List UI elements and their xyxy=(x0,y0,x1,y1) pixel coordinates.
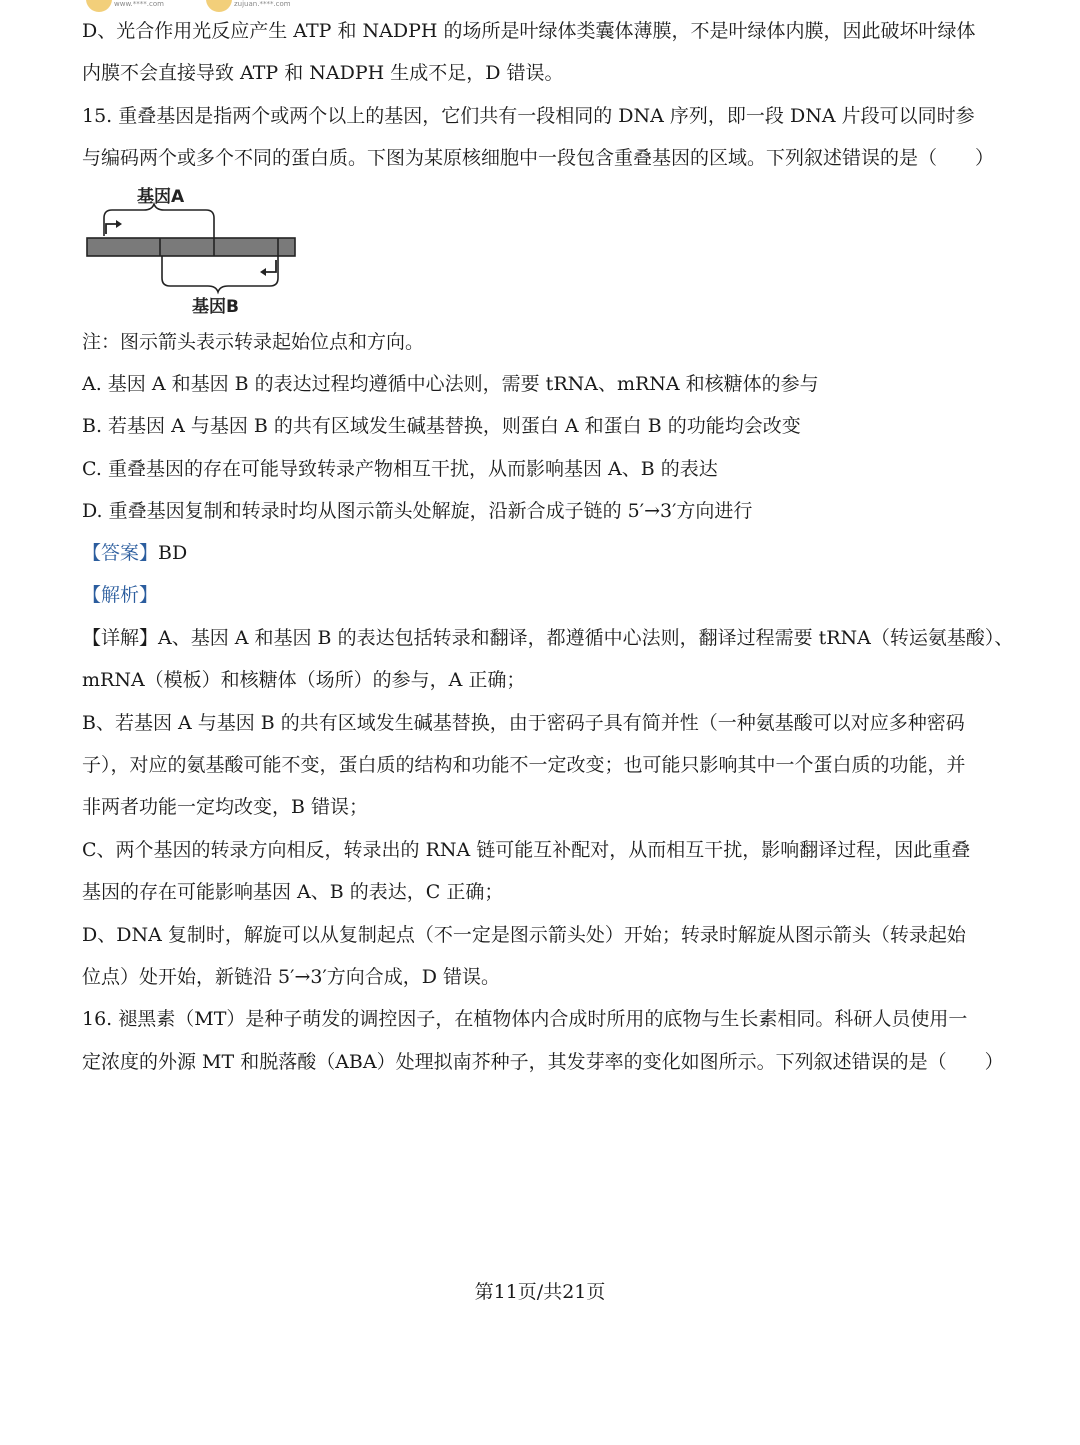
gene-a-label: 基因A xyxy=(137,187,185,207)
q15-detail-line-5: 非两者功能一定均改变，B 错误； xyxy=(82,796,369,818)
gene-a-bracket xyxy=(104,204,214,238)
header-logo-right xyxy=(206,0,306,10)
gene-b-start-arrow xyxy=(266,260,276,272)
gene-a-start-arrow xyxy=(106,224,116,234)
q15-stem-line-1: 15. 重叠基因是指两个或两个以上的基因，它们共有一段相同的 DNA 序列，即一段 DNA 片段可以同时参 xyxy=(82,105,975,127)
prev-answer-line-2: 内膜不会直接导致 ATP 和 NADPH 生成不足，D 错误。 xyxy=(82,62,564,84)
answer-label: 【答案】 xyxy=(82,542,159,564)
q15-detail-line-2: mRNA（模板）和核糖体（场所）的参与，A 正确； xyxy=(82,669,526,691)
logo-left-text: www.****.com xyxy=(114,0,164,8)
q15-detail-line-4: 子），对应的氨基酸可能不变，蛋白质的结构和功能不一定改变；也可能只影响其中一个蛋白质的功能，并 xyxy=(82,754,966,776)
logo-right-text: zujuan.****.com xyxy=(234,0,291,8)
gene-b-bracket xyxy=(162,256,278,292)
q15-analysis-heading xyxy=(82,582,1020,608)
q15-option-c: C. 重叠基因的存在可能导致转录产物相互干扰，从而影响基因 A、B 的表达 xyxy=(82,458,718,480)
q15-stem-line-2: 与编码两个或多个不同的蛋白质。下图为某原核细胞中一段包含重叠基因的区域。下列叙述错误的是（ ） xyxy=(82,147,995,169)
dna-bar xyxy=(87,238,295,256)
prev-answer-line-1: D、光合作用光反应产生 ATP 和 NADPH 的场所是叶绿体类囊体薄膜，不是叶绿体内膜，因此破坏叶绿体 xyxy=(82,20,976,42)
q15-option-b: B. 若基因 A 与基因 B 的共有区域发生碱基替换，则蛋白 A 和蛋白 B 的功能均会改变 xyxy=(82,415,801,437)
q15-answer xyxy=(82,540,1020,566)
q15-detail-line-6: C、两个基因的转录方向相反，转录出的 RNA 链可能互补配对，从而相互干扰，影响翻译过程，因此重叠 xyxy=(82,839,971,861)
gene-b-label: 基因B xyxy=(192,297,239,317)
q15-option-d: D. 重叠基因复制和转录时均从图示箭头处解旋，沿新合成子链的 5′→3′方向进行 xyxy=(82,500,753,522)
q15-detail-line-3: B、若基因 A 与基因 B 的共有区域发生碱基替换，由于密码子具有简并性（一种氨基酸可以对应多种密码 xyxy=(82,712,965,734)
q15-note: 注：图示箭头表示转录起始位点和方向。 xyxy=(82,331,425,353)
q15-detail-line-7: 基因的存在可能影响基因 A、B 的表达，C 正确； xyxy=(82,881,504,903)
q16-stem-line-2: 定浓度的外源 MT 和脱落酸（ABA）处理拟南芥种子，其发芽率的变化如图所示。下列叙述错误的是（ ） xyxy=(82,1051,1004,1073)
gene-a-arrowhead-icon xyxy=(116,220,122,228)
overlapping-gene-diagram xyxy=(82,180,302,320)
analysis-label: 【解析】 xyxy=(82,584,159,606)
page-number: 第11页/共21页 xyxy=(474,1281,606,1303)
q16-stem-line-1: 16. 褪黑素（MT）是种子萌发的调控因子，在植物体内合成时所用的底物与生长素相同。科研人员使用一 xyxy=(82,1008,968,1030)
answer-value: BD xyxy=(158,542,188,564)
q15-detail-line-9: 位点）处开始，新链沿 5′→3′方向合成，D 错误。 xyxy=(82,966,501,988)
header-logo-left xyxy=(86,0,176,10)
q15-detail-line-1: 【详解】A、基因 A 和基因 B 的表达包括转录和翻译，都遵循中心法则，翻译过程需要 tRNA（转运氨基酸）、 xyxy=(82,627,1014,649)
q15-detail-line-8: D、DNA 复制时，解旋可以从复制起点（不一定是图示箭头处）开始；转录时解旋从图示箭头（转录起始 xyxy=(82,924,966,946)
gene-b-arrowhead-icon xyxy=(260,268,266,276)
q15-option-a: A. 基因 A 和基因 B 的表达过程均遵循中心法则，需要 tRNA、mRNA 和核糖体的参与 xyxy=(82,373,819,395)
